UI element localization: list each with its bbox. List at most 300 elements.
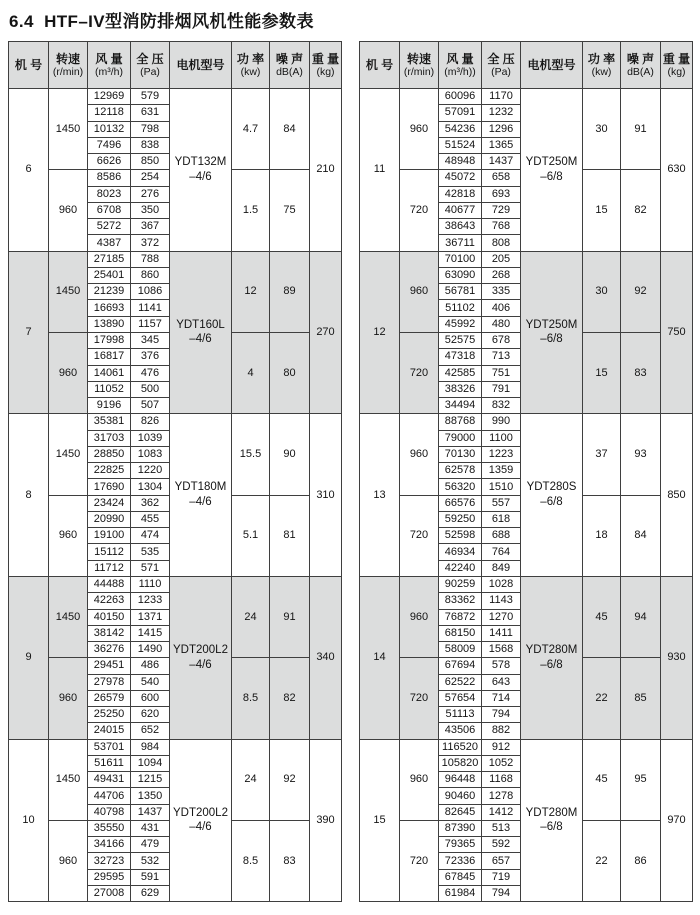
cell-airflow: 32723 [88, 853, 131, 869]
cell-airflow: 61984 [439, 886, 482, 902]
cell-airflow: 27978 [88, 674, 131, 690]
motor-model-line2: –4/6 [189, 658, 212, 671]
cell-airflow: 38326 [439, 381, 482, 397]
cell-pressure: 1568 [482, 642, 521, 658]
cell-pressure: 1415 [131, 625, 170, 641]
cell-pressure: 513 [482, 820, 521, 836]
cell-pressure: 1028 [482, 576, 521, 592]
cell-airflow: 24015 [88, 723, 131, 739]
cell-airflow: 13890 [88, 316, 131, 332]
cell-pressure: 1052 [482, 755, 521, 771]
cell-pressure: 860 [131, 267, 170, 283]
cell-pressure: 276 [131, 186, 170, 202]
cell-power: 45 [583, 576, 621, 657]
cell-noise: 89 [270, 251, 310, 332]
cell-speed: 720 [400, 332, 439, 413]
cell-pressure: 1412 [482, 804, 521, 820]
cell-pressure: 631 [131, 105, 170, 121]
cell-airflow: 22825 [88, 463, 131, 479]
cell-airflow: 79000 [439, 430, 482, 446]
cell-pressure: 591 [131, 869, 170, 885]
cell-power: 24 [232, 739, 270, 820]
col-header-speed [400, 42, 439, 89]
cell-airflow: 72336 [439, 853, 482, 869]
cell-pressure: 849 [482, 560, 521, 576]
cell-pressure: 507 [131, 398, 170, 414]
col-header-airflow [439, 42, 482, 89]
cell-speed: 720 [400, 170, 439, 251]
motor-model-line2: –4/6 [189, 496, 212, 509]
cell-airflow: 28850 [88, 446, 131, 462]
cell-pressure: 1223 [482, 446, 521, 462]
cell-pressure: 751 [482, 365, 521, 381]
cell-pressure: 850 [131, 154, 170, 170]
motor-model-line1: YDT250M [525, 318, 578, 331]
cell-airflow: 21239 [88, 284, 131, 300]
cell-weight: 970 [661, 739, 693, 902]
cell-speed: 1450 [49, 739, 88, 820]
cell-motor-model [521, 739, 583, 902]
cell-noise: 91 [270, 576, 310, 657]
motor-model-line2: –6/8 [540, 333, 563, 346]
cell-power: 22 [583, 820, 621, 901]
cell-airflow: 31703 [88, 430, 131, 446]
motor-model-line1: YDT280M [525, 806, 578, 819]
cell-pressure: 268 [482, 267, 521, 283]
cell-airflow: 58009 [439, 642, 482, 658]
cell-airflow: 34166 [88, 837, 131, 853]
cell-pressure: 629 [131, 886, 170, 902]
cell-power: 15 [583, 170, 621, 251]
cell-airflow: 52598 [439, 528, 482, 544]
cell-pressure: 540 [131, 674, 170, 690]
cell-airflow: 12118 [88, 105, 131, 121]
cell-airflow: 38142 [88, 625, 131, 641]
cell-airflow: 25401 [88, 267, 131, 283]
cell-noise: 83 [270, 820, 310, 901]
cell-pressure: 571 [131, 560, 170, 576]
col-header-speed-unit: (r/min) [403, 65, 435, 78]
cell-pressure: 693 [482, 186, 521, 202]
col-header-noise-unit: dB(A) [627, 65, 654, 78]
cell-airflow: 57091 [439, 105, 482, 121]
col-header-airflow-label: 风 量 [446, 51, 474, 66]
cell-weight: 210 [310, 89, 342, 252]
cell-airflow: 42818 [439, 186, 482, 202]
cell-speed: 720 [400, 495, 439, 576]
motor-model-line2: –4/6 [189, 333, 212, 346]
cell-airflow: 8586 [88, 170, 131, 186]
cell-weight: 310 [310, 414, 342, 577]
cell-pressure: 535 [131, 544, 170, 560]
cell-machine-no: 12 [360, 251, 400, 414]
cell-machine-no: 10 [9, 739, 49, 902]
cell-airflow: 15112 [88, 544, 131, 560]
cell-power: 37 [583, 414, 621, 495]
col-header-pressure-label: 全 压 [487, 51, 515, 66]
table-row [9, 89, 342, 105]
col-header-pressure [131, 42, 170, 89]
cell-airflow: 4387 [88, 235, 131, 251]
cell-pressure: 620 [131, 707, 170, 723]
motor-model-line1: YDT200L2 [173, 806, 228, 819]
cell-pressure: 205 [482, 251, 521, 267]
tables-container [0, 41, 700, 902]
col-header-pressure-unit: (Pa) [140, 65, 160, 78]
cell-machine-no: 7 [9, 251, 49, 414]
cell-machine-no: 14 [360, 576, 400, 739]
cell-speed: 960 [400, 576, 439, 657]
cell-power: 5.1 [232, 495, 270, 576]
cell-pressure: 643 [482, 674, 521, 690]
cell-power: 4.7 [232, 89, 270, 170]
cell-noise: 90 [270, 414, 310, 495]
cell-noise: 80 [270, 332, 310, 413]
cell-airflow: 12969 [88, 89, 131, 105]
cell-pressure: 882 [482, 723, 521, 739]
col-header-weight-unit: (kg) [667, 65, 686, 78]
cell-airflow: 88768 [439, 414, 482, 430]
cell-pressure: 254 [131, 170, 170, 186]
cell-speed: 960 [49, 495, 88, 576]
table-row [9, 414, 342, 430]
cell-pressure: 1143 [482, 593, 521, 609]
cell-airflow: 49431 [88, 772, 131, 788]
cell-pressure: 768 [482, 219, 521, 235]
cell-pressure: 990 [482, 414, 521, 430]
cell-airflow: 51611 [88, 755, 131, 771]
cell-pressure: 1086 [131, 284, 170, 300]
cell-airflow: 56320 [439, 479, 482, 495]
motor-model-line2: –6/8 [540, 170, 563, 183]
cell-airflow: 35550 [88, 820, 131, 836]
cell-airflow: 16693 [88, 300, 131, 316]
cell-motor-model [170, 414, 232, 577]
cell-pressure: 557 [482, 495, 521, 511]
motor-model-line1: YDT160L [176, 318, 225, 331]
cell-pressure: 345 [131, 332, 170, 348]
cell-airflow: 36711 [439, 235, 482, 251]
col-header-pressure-unit: (Pa) [491, 65, 511, 78]
cell-power: 8.5 [232, 658, 270, 739]
col-header-speed-label: 转速 [406, 51, 431, 66]
motor-model-line2: –6/8 [540, 496, 563, 509]
cell-speed: 960 [49, 170, 88, 251]
cell-airflow: 38643 [439, 219, 482, 235]
cell-noise: 82 [270, 658, 310, 739]
cell-power: 4 [232, 332, 270, 413]
header-row [360, 42, 693, 89]
cell-airflow: 8023 [88, 186, 131, 202]
motor-model-line1: YDT180M [174, 481, 227, 494]
cell-pressure: 714 [482, 690, 521, 706]
col-header-weight [310, 42, 342, 89]
cell-airflow: 51102 [439, 300, 482, 316]
cell-machine-no: 9 [9, 576, 49, 739]
cell-airflow: 11712 [88, 560, 131, 576]
col-header-power-unit: (kw) [591, 65, 612, 78]
cell-pressure: 1220 [131, 463, 170, 479]
cell-pressure: 376 [131, 349, 170, 365]
cell-pressure: 826 [131, 414, 170, 430]
cell-airflow: 56781 [439, 284, 482, 300]
cell-pressure: 1437 [131, 804, 170, 820]
col-header-pressure-label: 全 压 [136, 51, 164, 66]
table-row [360, 739, 693, 755]
cell-airflow: 68150 [439, 625, 482, 641]
cell-airflow: 90259 [439, 576, 482, 592]
col-header-motor-model [521, 42, 583, 89]
cell-pressure: 335 [482, 284, 521, 300]
motor-model-line1: YDT132M [174, 155, 227, 168]
cell-pressure: 1296 [482, 121, 521, 137]
cell-airflow: 67694 [439, 658, 482, 674]
col-header-noise [270, 42, 310, 89]
cell-pressure: 474 [131, 528, 170, 544]
cell-pressure: 1215 [131, 772, 170, 788]
col-header-noise-unit: dB(A) [276, 65, 303, 78]
cell-airflow: 76872 [439, 609, 482, 625]
cell-pressure: 1359 [482, 463, 521, 479]
cell-airflow: 70100 [439, 251, 482, 267]
cell-airflow: 27008 [88, 886, 131, 902]
motor-model-line1: YDT280M [525, 643, 578, 656]
motor-model-line2: –6/8 [540, 821, 563, 834]
cell-airflow: 90460 [439, 788, 482, 804]
cell-pressure: 500 [131, 381, 170, 397]
cell-pressure: 838 [131, 137, 170, 153]
col-header-airflow [88, 42, 131, 89]
cell-pressure: 729 [482, 202, 521, 218]
table-row [9, 739, 342, 755]
cell-airflow: 57654 [439, 690, 482, 706]
cell-airflow: 79365 [439, 837, 482, 853]
cell-pressure: 719 [482, 869, 521, 885]
cell-speed: 1450 [49, 89, 88, 170]
cell-pressure: 794 [482, 886, 521, 902]
cell-airflow: 6708 [88, 202, 131, 218]
cell-machine-no: 6 [9, 89, 49, 252]
cell-motor-model [170, 576, 232, 739]
col-header-motor-model [170, 42, 232, 89]
col-header-speed-label: 转速 [55, 51, 80, 66]
cell-weight: 630 [661, 89, 693, 252]
cell-airflow: 82645 [439, 804, 482, 820]
col-header-weight-label: 重 量 [662, 51, 691, 66]
motor-model-line1: YDT250M [525, 155, 578, 168]
cell-airflow: 42585 [439, 365, 482, 381]
cell-pressure: 1110 [131, 576, 170, 592]
cell-airflow: 9196 [88, 398, 131, 414]
cell-airflow: 116520 [439, 739, 482, 755]
cell-weight: 270 [310, 251, 342, 414]
col-header-machine-no [9, 42, 49, 89]
cell-airflow: 96448 [439, 772, 482, 788]
cell-noise: 84 [270, 89, 310, 170]
col-header-power-label: 功 率 [587, 51, 616, 66]
cell-pressure: 1094 [131, 755, 170, 771]
cell-noise: 83 [621, 332, 661, 413]
cell-power: 1.5 [232, 170, 270, 251]
cell-machine-no: 8 [9, 414, 49, 577]
cell-noise: 92 [270, 739, 310, 820]
page-title: 6.4 HTF–IV型消防排烟风机性能参数表 [9, 12, 314, 31]
cell-airflow: 29595 [88, 869, 131, 885]
cell-airflow: 25250 [88, 707, 131, 723]
cell-pressure: 798 [131, 121, 170, 137]
cell-airflow: 23424 [88, 495, 131, 511]
cell-pressure: 1371 [131, 609, 170, 625]
cell-airflow: 34494 [439, 398, 482, 414]
motor-model-line2: –4/6 [189, 821, 212, 834]
cell-airflow: 59250 [439, 511, 482, 527]
cell-airflow: 44488 [88, 576, 131, 592]
cell-noise: 81 [270, 495, 310, 576]
cell-airflow: 43506 [439, 723, 482, 739]
cell-pressure: 350 [131, 202, 170, 218]
cell-speed: 1450 [49, 576, 88, 657]
cell-airflow: 46934 [439, 544, 482, 560]
cell-weight: 850 [661, 414, 693, 577]
col-header-weight-unit: (kg) [316, 65, 335, 78]
cell-speed: 1450 [49, 251, 88, 332]
col-header-airflow-label: 风 量 [95, 51, 123, 66]
col-header-pressure [482, 42, 521, 89]
cell-pressure: 532 [131, 853, 170, 869]
cell-pressure: 1168 [482, 772, 521, 788]
cell-weight: 930 [661, 576, 693, 739]
cell-speed: 960 [400, 739, 439, 820]
cell-airflow: 45072 [439, 170, 482, 186]
cell-speed: 960 [400, 251, 439, 332]
cell-airflow: 14061 [88, 365, 131, 381]
cell-airflow: 60096 [439, 89, 482, 105]
cell-weight: 390 [310, 739, 342, 902]
cell-pressure: 1270 [482, 609, 521, 625]
cell-pressure: 788 [131, 251, 170, 267]
table-row [9, 251, 342, 267]
cell-power: 22 [583, 658, 621, 739]
cell-pressure: 764 [482, 544, 521, 560]
cell-airflow: 40677 [439, 202, 482, 218]
cell-speed: 960 [400, 414, 439, 495]
cell-pressure: 1411 [482, 625, 521, 641]
cell-airflow: 16817 [88, 349, 131, 365]
cell-motor-model [521, 414, 583, 577]
motor-model-line2: –6/8 [540, 658, 563, 671]
cell-pressure: 618 [482, 511, 521, 527]
cell-pressure: 406 [482, 300, 521, 316]
cell-noise: 94 [621, 576, 661, 657]
cell-machine-no: 13 [360, 414, 400, 577]
col-header-motor-model-label: 电机型号 [527, 57, 576, 72]
cell-airflow: 11052 [88, 381, 131, 397]
cell-pressure: 455 [131, 511, 170, 527]
cell-pressure: 832 [482, 398, 521, 414]
col-header-airflow-unit: (m³/h)) [444, 65, 476, 78]
col-header-noise-label: 噪 声 [275, 51, 304, 66]
col-header-motor-model-label: 电机型号 [176, 57, 225, 72]
fan-spec-table-right [359, 41, 693, 902]
cell-pressure: 1100 [482, 430, 521, 446]
col-header-power-label: 功 率 [236, 51, 265, 66]
cell-machine-no: 11 [360, 89, 400, 252]
cell-airflow: 42240 [439, 560, 482, 576]
col-header-airflow-unit: (m³/h) [95, 65, 123, 78]
cell-noise: 82 [621, 170, 661, 251]
cell-pressure: 1232 [482, 105, 521, 121]
cell-power: 12 [232, 251, 270, 332]
cell-pressure: 912 [482, 739, 521, 755]
motor-model-line1: YDT200L2 [173, 643, 228, 656]
cell-motor-model [521, 576, 583, 739]
col-header-noise-label: 噪 声 [626, 51, 655, 66]
table-row [9, 576, 342, 592]
cell-pressure: 362 [131, 495, 170, 511]
cell-power: 18 [583, 495, 621, 576]
cell-pressure: 1365 [482, 137, 521, 153]
col-header-power [583, 42, 621, 89]
cell-pressure: 579 [131, 89, 170, 105]
cell-power: 24 [232, 576, 270, 657]
cell-noise: 91 [621, 89, 661, 170]
cell-pressure: 688 [482, 528, 521, 544]
cell-airflow: 17998 [88, 332, 131, 348]
cell-pressure: 367 [131, 219, 170, 235]
motor-model-line1: YDT280S [526, 481, 577, 494]
cell-speed: 960 [400, 89, 439, 170]
cell-airflow: 48948 [439, 154, 482, 170]
cell-pressure: 713 [482, 349, 521, 365]
cell-pressure: 476 [131, 365, 170, 381]
cell-pressure: 1157 [131, 316, 170, 332]
cell-pressure: 791 [482, 381, 521, 397]
cell-noise: 75 [270, 170, 310, 251]
cell-power: 45 [583, 739, 621, 820]
cell-pressure: 1233 [131, 593, 170, 609]
cell-airflow: 54236 [439, 121, 482, 137]
cell-motor-model [521, 251, 583, 414]
cell-airflow: 40798 [88, 804, 131, 820]
col-header-power-unit: (kw) [240, 65, 261, 78]
table-row [360, 251, 693, 267]
cell-pressure: 1510 [482, 479, 521, 495]
cell-pressure: 578 [482, 658, 521, 674]
cell-pressure: 657 [482, 853, 521, 869]
col-header-weight [661, 42, 693, 89]
cell-pressure: 600 [131, 690, 170, 706]
cell-pressure: 658 [482, 170, 521, 186]
cell-airflow: 83362 [439, 593, 482, 609]
cell-motor-model [170, 89, 232, 252]
cell-speed: 960 [49, 658, 88, 739]
cell-pressure: 1278 [482, 788, 521, 804]
col-header-power [232, 42, 270, 89]
cell-airflow: 26579 [88, 690, 131, 706]
cell-airflow: 44706 [88, 788, 131, 804]
col-header-noise [621, 42, 661, 89]
cell-speed: 960 [49, 332, 88, 413]
cell-speed: 960 [49, 820, 88, 901]
cell-airflow: 20990 [88, 511, 131, 527]
table-row [360, 414, 693, 430]
motor-model-line2: –4/6 [189, 170, 212, 183]
cell-airflow: 5272 [88, 219, 131, 235]
cell-airflow: 105820 [439, 755, 482, 771]
cell-airflow: 87390 [439, 820, 482, 836]
table-row [360, 89, 693, 105]
cell-weight: 750 [661, 251, 693, 414]
